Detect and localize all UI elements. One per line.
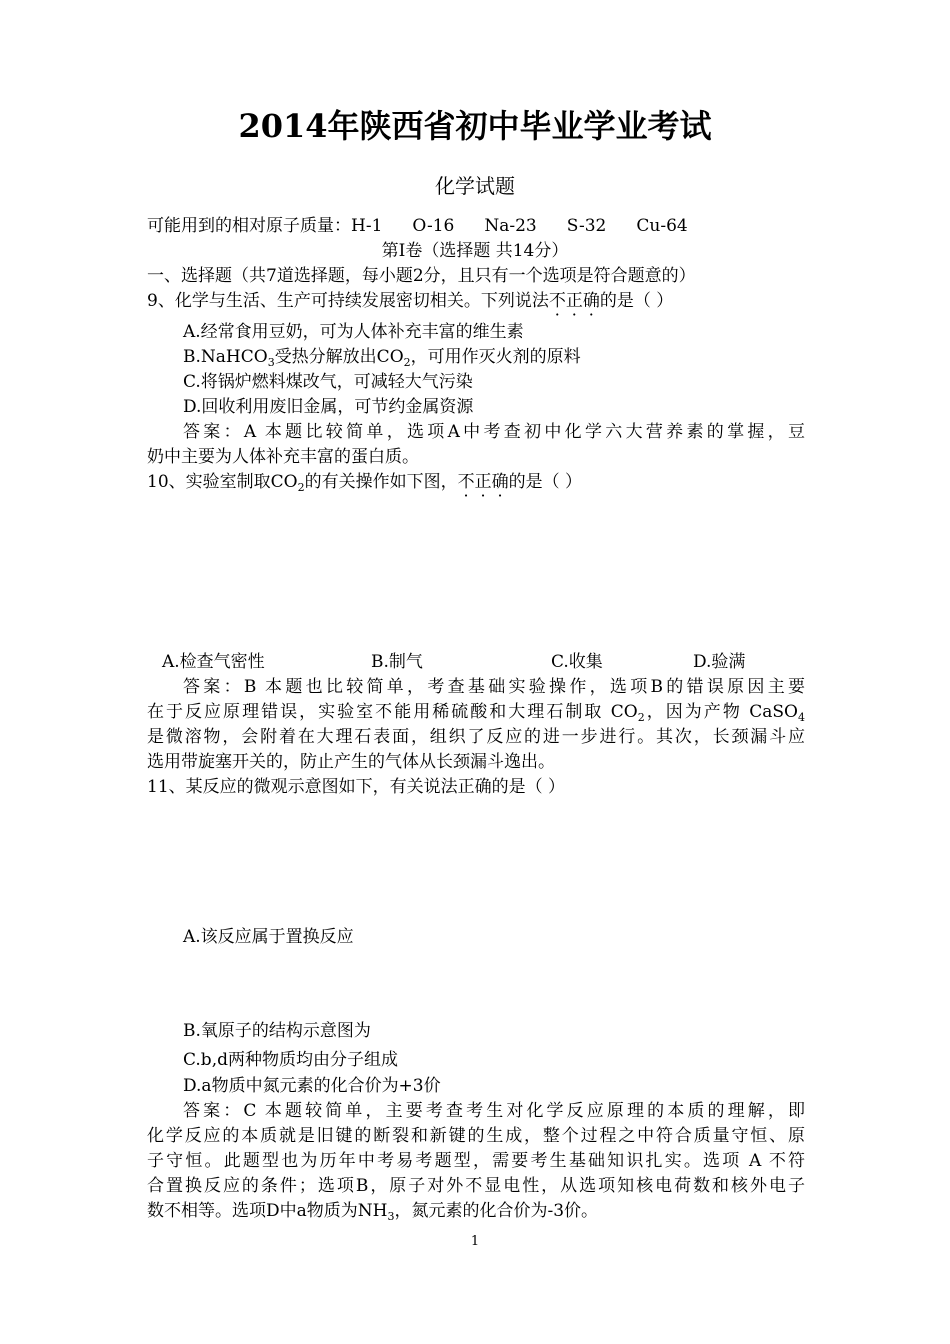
q11-answer-line-2: 化学反应的本质就是旧键的断裂和新键的生成，整个过程之中符合质量守恒、原	[147, 1126, 805, 1146]
q11-option-b: B.氧原子的结构示意图为	[183, 1021, 371, 1041]
q10-answer-line-1: 答案：B 本题也比较简单，考查基础实验操作，选项B的错误原因主要	[183, 677, 805, 697]
q11-option-d: D.a物质中氮元素的化合价为+3价	[183, 1076, 441, 1096]
q10-answer-line-2: 在于反应原理错误，实验室不能用稀硫酸和大理石制取 $CO_2$，因为产物 CaSO$_4$	[147, 702, 805, 724]
q9-option-a: A.经常食用豆奶，可为人体补充丰富的维生素	[183, 322, 524, 342]
page-number: 1	[470, 1234, 480, 1249]
q11-answer-line-3: 子守恒。此题型也为历年中考易考题型，需要考生基础知识扎实。选项 A 不符	[147, 1151, 805, 1171]
q11-option-a: A.该反应属于置换反应	[183, 927, 354, 947]
q9-option-d: D.回收利用废旧金属，可节约金属资源	[183, 397, 474, 417]
q11-stem: 11、某反应的微观示意图如下，有关说法正确的是（ ）	[147, 777, 566, 797]
q9-option-b: B.NaHCO$_3$受热分解放出$CO_2$，可用作灭火剂的原料	[183, 347, 581, 369]
q11-answer-line-5: 数不相等。选项D中a物质为$NH_3$，氮元素的化合价为-3价。	[147, 1201, 599, 1223]
atomic-mass-line: 可能用到的相对原子质量：H-1 O-16 Na-23 S-32 Cu-64	[147, 216, 688, 236]
q9-answer-line-1: 答案：A 本题比较简单，选项A中考查初中化学六大营养素的掌握，豆	[183, 422, 805, 442]
q9-stem: 9、化学与生活、生产可持续发展密切相关。下列说法不正确的是（ ）	[147, 291, 674, 311]
q10-stem: 10、实验室制取$CO_2$的有关操作如下图，不正确的是（ ）	[147, 472, 582, 494]
q10-label-b: B.制气	[371, 652, 423, 672]
q11-option-c: C.b,d两种物质均由分子组成	[183, 1050, 398, 1070]
q10-label-d: D.验满	[693, 652, 746, 672]
section-intro: 一、选择题（共7道选择题，每小题2分，且只有一个选项是符合题意的）	[147, 266, 696, 286]
q11-answer-line-1: 答案：C 本题较简单，主要考查考生对化学反应原理的本质的理解，即	[183, 1101, 805, 1121]
q10-label-a: A.检查气密性	[162, 652, 265, 672]
q10-answer-line-3: 是微溶物，会附着在大理石表面，组织了反应的进一步进行。其次，长颈漏斗应	[147, 727, 805, 747]
page-subtitle: 化学试题	[435, 174, 515, 198]
q10-label-c: C.收集	[551, 652, 603, 672]
q10-answer-line-4: 选用带旋塞开关的，防止产生的气体从长颈漏斗逸出。	[147, 752, 555, 772]
page-title: 2014年陕西省初中毕业学业考试	[238, 107, 712, 145]
q9-option-c: C.将锅炉燃料煤改气，可减轻大气污染	[183, 372, 473, 392]
q11-answer-line-4: 合置换反应的条件；选项B，原子对外不显电性，从选项知核电荷数和核外电子	[147, 1176, 805, 1196]
q9-answer-line-2: 奶中主要为人体补充丰富的蛋白质。	[147, 447, 419, 467]
section-header: 第Ⅰ卷（选择题 共14分）	[381, 241, 569, 261]
